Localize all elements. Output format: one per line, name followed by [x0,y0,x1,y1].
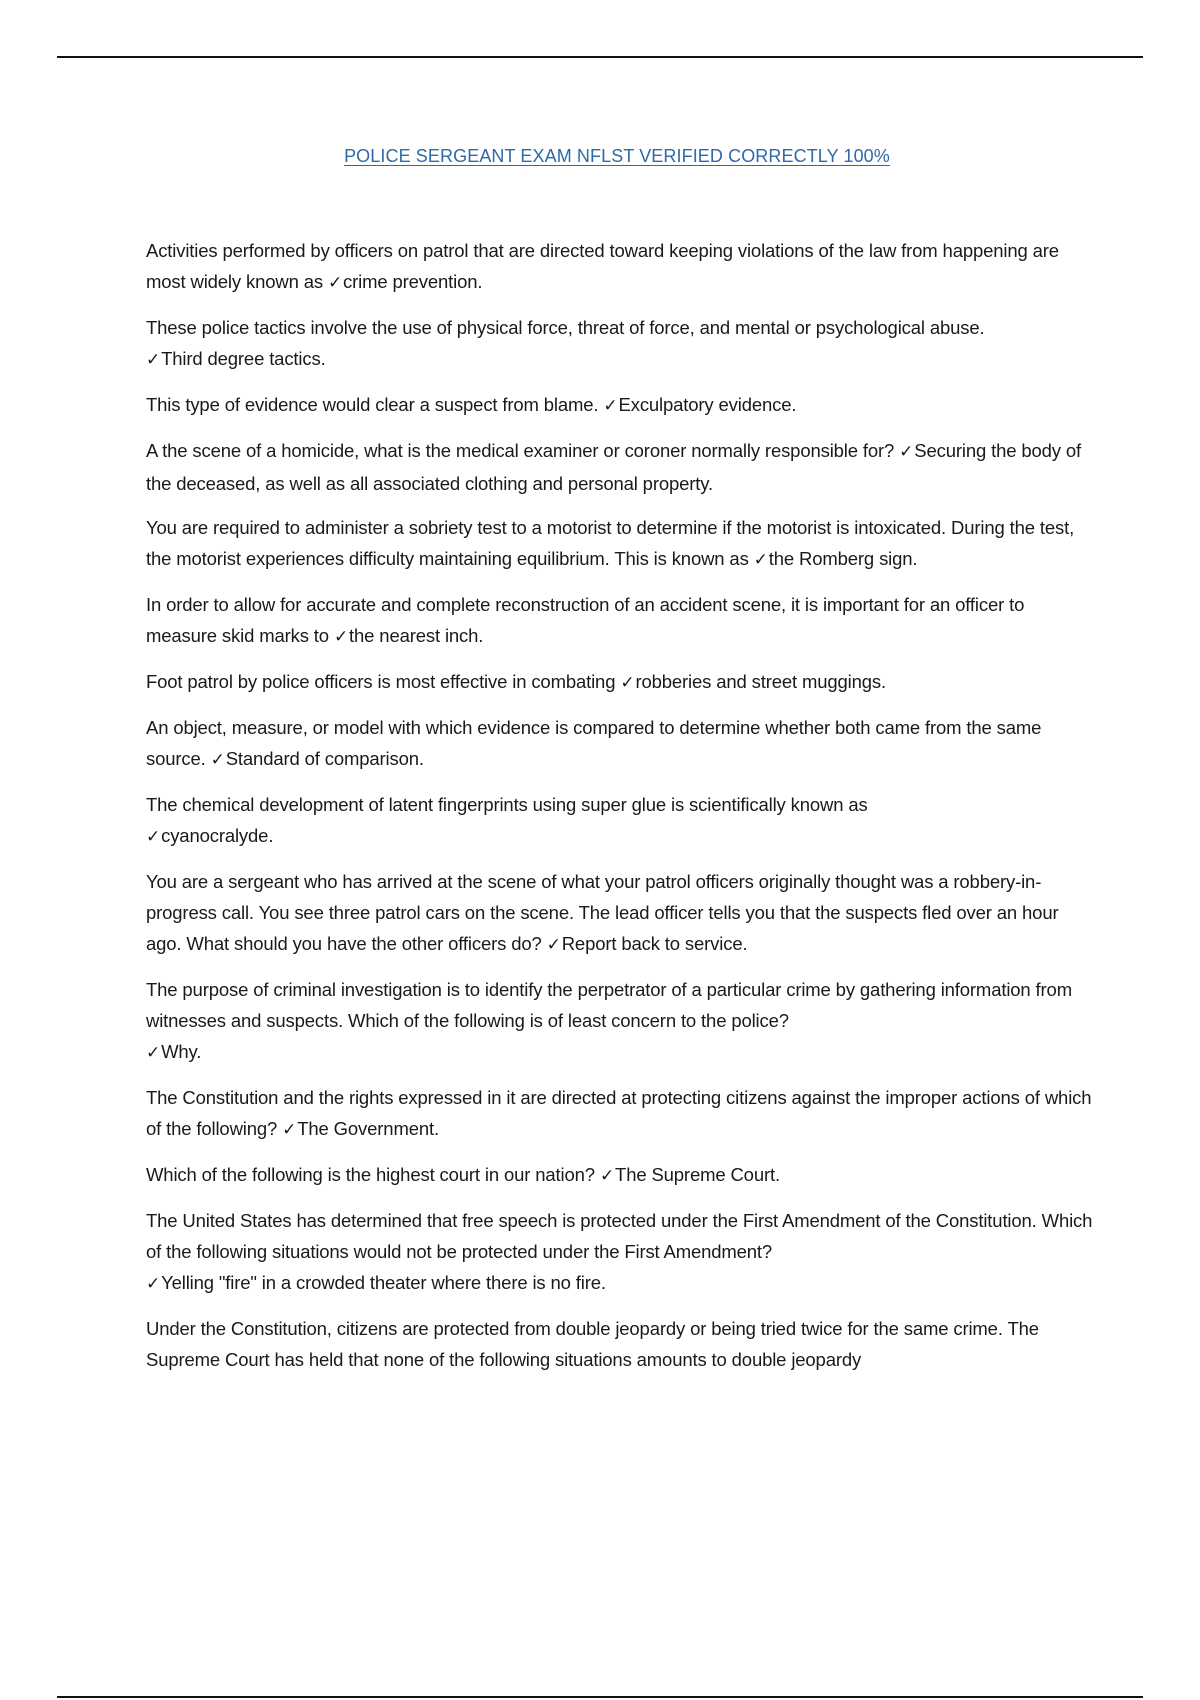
answer-text: The Supreme Court. [615,1164,780,1185]
answer-text: Securing the body of the deceased, as well as all associated clothing and personal property. [146,440,1081,494]
check-icon: ✓ [620,673,635,693]
qa-item [146,1082,1096,1146]
qa-list [146,235,1096,1388]
question-text: These police tactics involve the use of physical force, threat of force, and mental or psychological abuse. [146,317,985,338]
qa-item [146,389,1096,422]
qa-item [146,789,1096,853]
check-icon: ✓ [146,827,161,847]
qa-item [146,1205,1096,1300]
footer-rule [57,1696,1143,1698]
answer-text: Third degree tactics. [161,348,326,369]
check-icon: ✓ [333,627,349,647]
answer-text: The Government. [297,1118,439,1139]
check-icon: ✓ [753,550,768,570]
question-text: This type of evidence would clear a suspect from blame. [146,394,599,415]
question-text: An object, measure, or model with which evidence is compared to determine whether both came from the same source. [146,717,1042,769]
question-text: The chemical development of latent fingerprints using super glue is scientifically known as [146,794,868,815]
qa-item [146,1159,1096,1192]
check-icon: ✓ [146,1274,161,1294]
check-icon: ✓ [327,273,343,293]
answer-text: crime prevention. [343,271,483,292]
qa-item [146,1313,1096,1375]
qa-item [146,866,1096,961]
answer-text: robberies and street muggings. [635,671,886,692]
check-icon: ✓ [899,442,914,462]
answer-text: Standard of comparison. [225,748,424,769]
answer-text: cyanocralyde. [161,825,274,846]
qa-item [146,712,1096,776]
check-icon: ✓ [282,1120,297,1140]
question-text: You are a sergeant who has arrived at the scene of what your patrol officers originally thought was a robbery-in-progress call. You see three patrol cars on the scene. The lead officer tells you that the suspects fled over an hour ago. What should you have the other officers do? [146,871,1059,954]
check-icon: ✓ [603,396,618,416]
answer-text: the nearest inch. [349,625,484,646]
check-icon: ✓ [146,350,161,370]
check-icon: ✓ [146,1043,161,1063]
qa-item [146,435,1096,499]
question-text: The Constitution and the rights expressed in it are directed at protecting citizens against the improper actions of which of the following? [146,1087,1092,1139]
qa-item [146,312,1096,376]
header-rule [57,56,1143,58]
qa-item [146,235,1096,299]
question-text: In order to allow for accurate and complete reconstruction of an accident scene, it is important for an officer to measure skid marks to [146,594,1025,646]
answer-text: Report back to service. [561,933,748,954]
question-text: The United States has determined that free speech is protected under the First Amendment of the Constitution. Which of the following situations would not be protected under the First Amendment? [146,1210,1093,1262]
question-text: Activities performed by officers on patrol that are directed toward keeping violations of the law from happening are most widely known as [146,240,1059,292]
document-title: POLICE SERGEANT EXAM NFLST VERIFIED CORRECTLY 100% [344,146,890,166]
qa-item [146,512,1096,576]
answer-text: Exculpatory evidence. [618,394,797,415]
qa-item [146,589,1096,653]
check-icon: ✓ [546,935,561,955]
question-text: Foot patrol by police officers is most effective in combating [146,671,616,692]
answer-text: Yelling "fire" in a crowded theater where there is no fire. [161,1272,606,1293]
check-icon: ✓ [210,750,225,770]
answer-text: Why. [161,1041,202,1062]
question-text: The purpose of criminal investigation is to identify the perpetrator of a particular crime by gathering information from witnesses and suspects. Which of the following is of least concern to the police? [146,979,1072,1031]
question-text: Which of the following is the highest court in our nation? [146,1164,595,1185]
question-text: A the scene of a homicide, what is the medical examiner or coroner normally responsible for? [146,440,895,461]
question-text: You are required to administer a sobriety test to a motorist to determine if the motorist is intoxicated. During the test, the motorist experiences difficulty maintaining equilibrium. This is known as [146,517,1075,569]
qa-item [146,974,1096,1069]
answer-text: the Romberg sign. [768,548,918,569]
question-text: Under the Constitution, citizens are protected from double jeopardy or being tried twice for the same crime. The Supreme Court has held that none of the following situations amounts to double jeopardy [146,1318,1039,1370]
qa-item [146,666,1096,699]
check-icon: ✓ [599,1166,615,1186]
